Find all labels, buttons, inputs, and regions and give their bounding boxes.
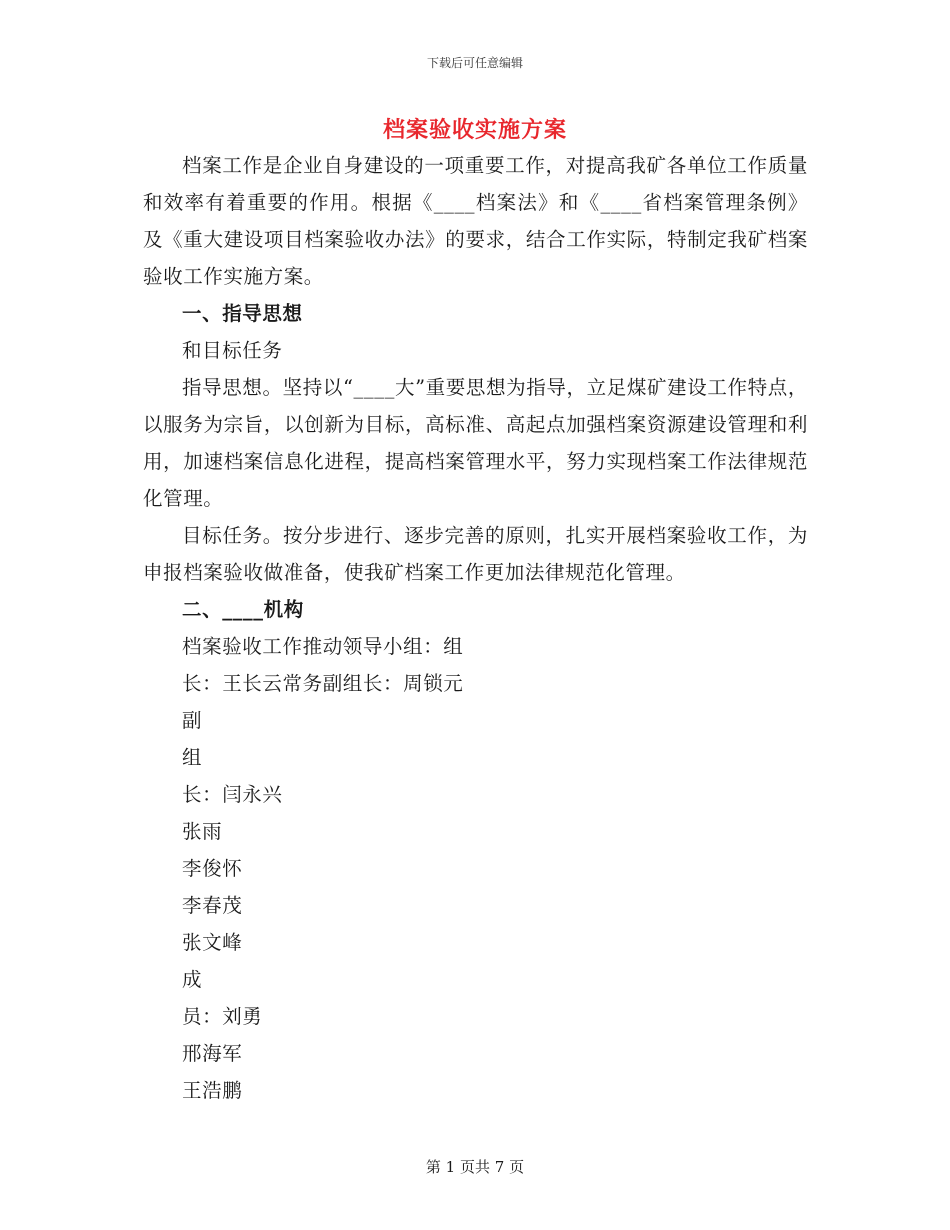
- document-title: 档案验收实施方案: [382, 117, 567, 143]
- section-2-heading: 二、____机构: [182, 598, 304, 621]
- member-line: 李春茂: [182, 894, 243, 917]
- member-line: 张雨: [182, 820, 223, 843]
- intro-paragraph: 档案工作是企业自身建设的一项重要工作，对提高我矿各单位工作质量和效率有着重要的作用。根据《____档案法》和《____省档案管理条例》及《重大建设项目档案验收办法》的要求，结合工作实际，特制定我矿档案验收工作实施方案。: [143, 154, 808, 288]
- page-footer-number: 第 1 页共 7 页: [425, 1158, 525, 1176]
- member-line: 长：闫永兴: [182, 783, 283, 806]
- member-line: 张文峰: [182, 931, 243, 954]
- member-line: 副: [182, 709, 203, 732]
- section-1-subheading: 和目标任务: [182, 339, 283, 362]
- member-line: 邢海军: [182, 1042, 243, 1065]
- member-line: 员：刘勇: [182, 1005, 263, 1028]
- section-1-heading: 一、指导思想: [182, 302, 303, 325]
- guiding-ideology-paragraph: 指导思想。坚持以“____大”重要思想为指导，立足煤矿建设工作特点，以服务为宗旨，以创新为目标，高标准、高起点加强档案资源建设管理和利用，加速档案信息化进程，提高档案管理水平，努力实现档案工作法律规范化管理。: [143, 376, 808, 510]
- page-header-note: 下载后可任意编辑: [426, 56, 523, 70]
- member-line: 档案验收工作推动领导小组：组: [182, 635, 464, 658]
- member-line: 组: [182, 746, 203, 769]
- member-line: 李俊怀: [182, 857, 243, 880]
- member-line: 成: [182, 968, 203, 991]
- member-line: 王浩鹏: [182, 1079, 243, 1102]
- member-line: 长：王长云常务副组长：周锁元: [182, 672, 464, 695]
- target-tasks-paragraph: 目标任务。按分步进行、逐步完善的原则，扎实开展档案验收工作，为申报档案验收做准备，使我矿档案工作更加法律规范化管理。: [143, 524, 808, 584]
- document-body: [143, 147, 808, 1109]
